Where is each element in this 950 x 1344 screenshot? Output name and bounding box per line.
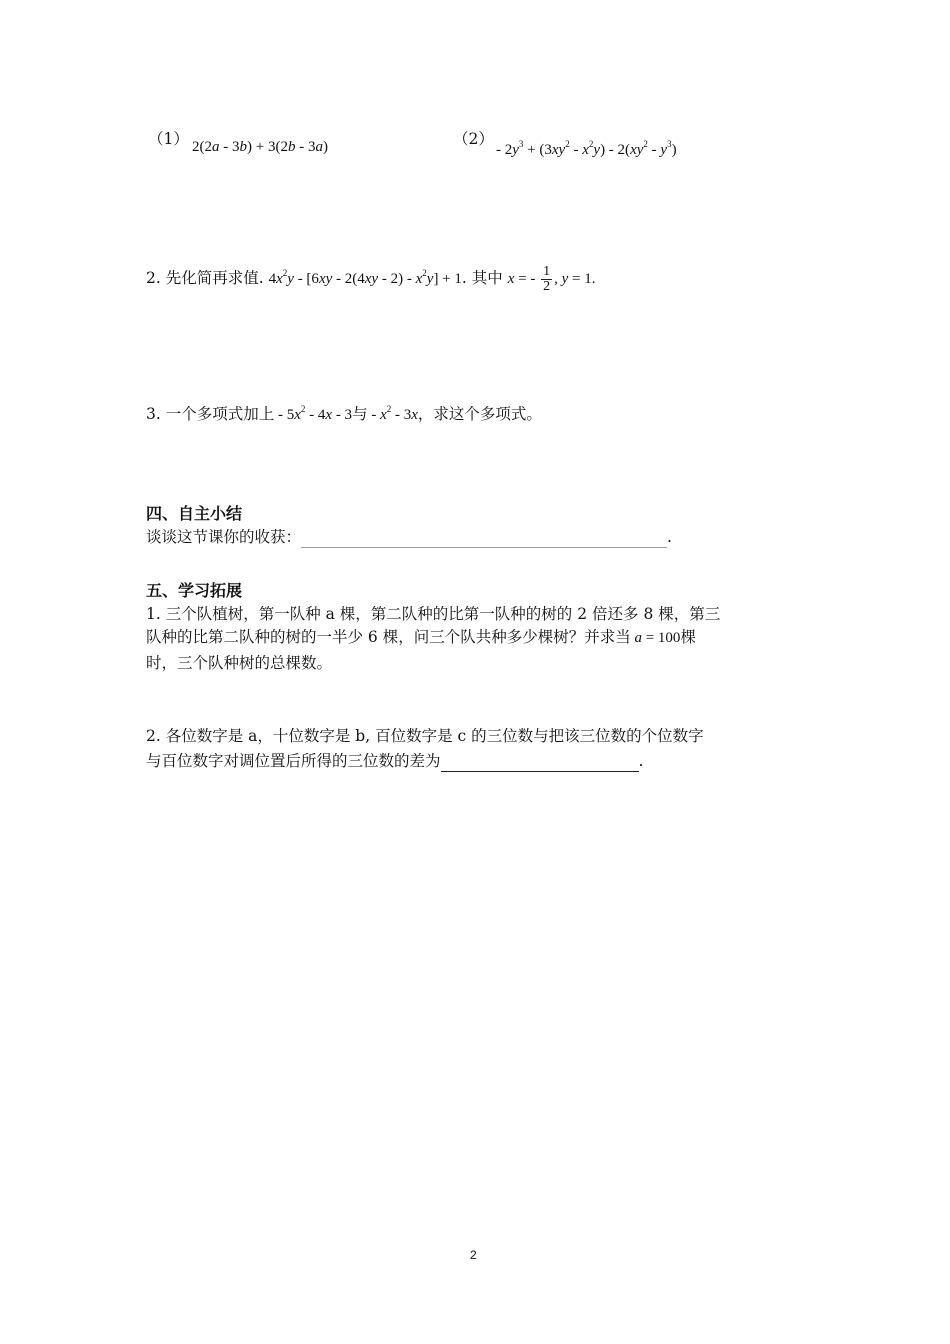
summary-answer-blank[interactable]	[301, 547, 667, 548]
extension-q1-line3: 时，三个队种树的总棵数。	[146, 654, 333, 672]
problem-1-label: （1）	[148, 130, 189, 148]
page-number: 2	[470, 1248, 477, 1262]
section-4-prompt-line	[146, 526, 672, 548]
extension-q1-line2-end: 棵	[680, 628, 696, 646]
question-3-poly-a: - $5x^2 - 4x - 3$	[274, 404, 353, 423]
extension-q1-line2-text: 队种的比第二队种的树的一半少 6 棵，问三个队共种多少棵树？并求当	[146, 628, 631, 646]
question-3-poly-b: - $x^2 - 3x$	[367, 404, 418, 423]
problem-2-label: （2）	[453, 130, 494, 148]
extension-q1-line1: 1. 三个队植树，第一队种 a 棵，第二队种的比第一队种的树的 2 倍还多 8 棵，第三	[146, 605, 721, 623]
section-5-heading: 五、学习拓展	[146, 581, 243, 600]
question-3-prefix: 3. 一个多项式加上	[146, 405, 275, 423]
question-3-mid: 与	[352, 405, 368, 423]
extension-q2-line2	[146, 750, 643, 772]
question-3-suffix: ，求这个多项式。	[417, 405, 542, 423]
section-4-end: .	[667, 528, 672, 546]
question-2	[146, 262, 595, 294]
question-2-prefix: 2. 先化简再求值.	[146, 269, 264, 287]
question-2-expression: $4x^2y - [6xy - 2(4xy - 2) - x^2y] + 1$	[268, 268, 462, 287]
section-4-heading: 四、自主小结	[146, 504, 243, 523]
problem-1-expression: 2(2a - 3b) + 3(2b - 3a)	[192, 139, 328, 155]
question-2-where: . 其中	[461, 269, 503, 287]
question-2-values: x = - $\frac{1}{2}$ , y = 1.	[507, 264, 596, 295]
problem-2-expression: - $2y^3 + (3xy^2 - x^2y) - 2(xy^2 - y^3)$	[496, 139, 677, 158]
question-3	[146, 398, 542, 426]
extension-q2-line1: 2. 各位数字是 a，十位数字是 b, 百位数字是 c 的三位数与把该三位数的个位数字	[146, 727, 704, 745]
difference-answer-blank[interactable]	[441, 771, 639, 772]
extension-q2-end: .	[638, 752, 644, 770]
extension-q1-line2	[146, 626, 696, 649]
extension-q1-condition: a = 100	[634, 630, 681, 646]
section-4-prompt: 谈谈这节课你的收获：	[146, 528, 302, 546]
extension-q2-text: 与百位数字对调位置后所得的三位数的差为	[146, 752, 441, 770]
